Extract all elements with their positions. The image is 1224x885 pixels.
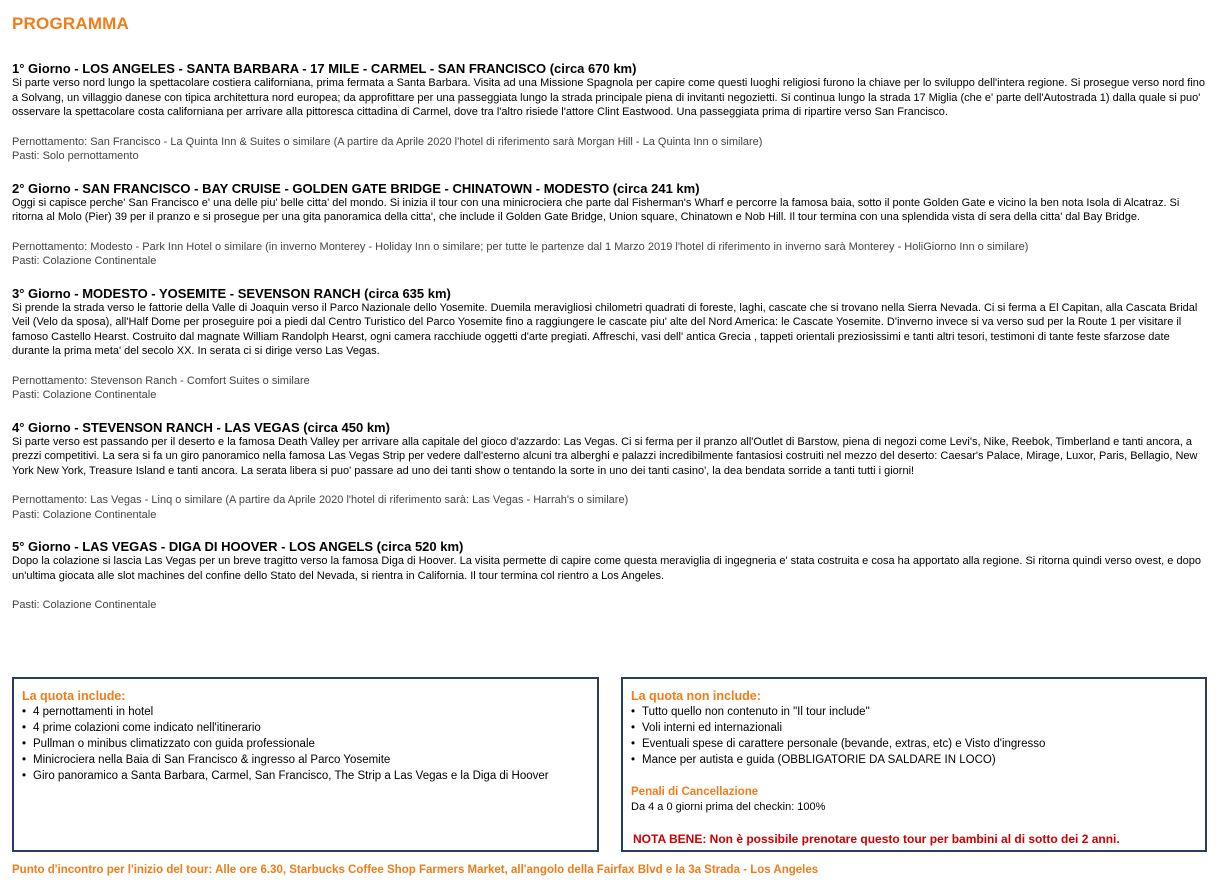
day-section [12,286,1210,403]
day-info [12,240,1210,269]
day-title: 2° Giorno - SAN FRANCISCO - BAY CRUISE - GOLDEN GATE BRIDGE - CHINATOWN - MODESTO (circa 241 km) [12,180,700,196]
meals-info: Pasti: Colazione Continentale [12,389,157,401]
list-item: • Mance per autista e guida (OBBLIGATORIE DA SALDARE IN LOCO) [631,752,1197,768]
included-list [22,704,589,784]
day-section [12,181,1210,269]
nota-bene: NOTA BENE: Non è possibile prenotare questo tour per bambini al di sotto dei 2 anni. [633,832,1120,846]
list-item: • 4 pernottamenti in hotel [22,704,589,720]
list-item: • Voli interni ed internazionali [631,720,1197,736]
not-included-box [621,677,1207,852]
list-item: • Tutto quello non contenuto in "Il tour include" [631,704,1197,720]
list-item: • Minicrociera nella Baia di San Francisco & ingresso al Parco Yosemite [22,752,589,768]
not-included-title: La quota non include: [631,689,761,703]
overnight-info: Pernottamento: Stevenson Ranch - Comfort Suites o similare [12,374,310,387]
overnight-info: Pernottamento: Modesto - Park Inn Hotel o similare (in inverno Monterey - Holiday Inn o similare; per tutte le partenze dal 1 Marzo 2019 l'hotel di riferimento in inverno sarà Monterey - HoliGiorno Inn o similare) [12,240,1029,253]
day-title: 5° Giorno - LAS VEGAS - DIGA DI HOOVER - LOS ANGELS (circa 520 km) [12,539,464,554]
day-description: Dopo la colazione si lascia Las Vegas per un breve tragitto verso la famosa Diga di Hoover. La visita permette di capire come questa meraviglia di ingegneria e' stata costruita e cosa ha apportato alla regione. Si ritorna quindi verso ovest, e dopo un'ultima giocata alle slot machines del confine dello Stato del Nevada, si rientra in California. Il tour termina col rientro a Los Angeles. [12,555,1201,582]
list-item: • 4 prime colazioni come indicato nell'itinerario [22,720,589,736]
day-info [12,493,1210,522]
day-section [12,539,1210,613]
overnight-info: Pernottamento: San Francisco - La Quinta Inn & Suites o similare (A partire da Aprile 2020 l'hotel di riferimento sarà Morgan Hill - La Quinta Inn o similare) [12,135,763,148]
overnight-info: Pernottamento: Las Vegas - Linq o similare (A partire da Aprile 2020 l'hotel di riferimento sarà: Las Vegas - Harrah's o similare) [12,494,629,506]
included-title: La quota include: [22,689,126,703]
day-description: Si parte verso est passando per il deserto e la famosa Death Valley per arrivare alla capitale del gioco d'azzardo: Las Vegas. Ci si ferma per il pranzo all'Outlet di Barstow, piena di negozi come Levi's, Nike, Reebok, Timberland e tanti ancora, a prezzi competitivi. La sera si fa un giro panoramico nella famosa Las Vegas Strip per vedere dall'esterno alcuni tra alberghi e palazzi incredibilmente fantasiosi costruiti nel mezzo del deserto: Caesar's Palace, Mirage, Luxor, Paris, Bellagio, New York New York, Treasure Island e tanti ancora. La serata libera si puo' passare ad uno dei tanti show o tentando la sorte in uno dei tanti casino', la dea bendata sorride a tanti tutti i giorni! [12,435,1198,477]
day-description: Oggi si capisce perche' San Francisco e' una delle piu' belle citta' del mondo. Si inizia il tour con una minicrociera che parte dal Fisherman's Wharf e percorre la famosa baia, sotto il ponte Golden Gate e vicino la ben nota Isola di Alcatraz. Si ritorna al Molo (Pier) 39 per il pranzo e si prosegue per una gita panoramica della citta', che include il Golden Gate Bridge, Union square, Chinatown e Nob Hill. Il tour termina con una splendida vista di sera della citta' dal Bay Bridge. [12,196,1180,223]
cancellation-title: Penali di Cancellazione [631,786,759,798]
list-item: • Giro panoramico a Santa Barbara, Carmel, San Francisco, The Strip a Las Vegas e la Diga di Hoover [22,768,589,784]
included-box [12,677,599,852]
itinerary [12,61,1210,630]
not-included-list [631,704,1197,768]
page-title: PROGRAMMA [12,14,130,33]
list-item: • Pullman o minibus climatizzato con guida professionale [22,736,589,752]
day-info [12,598,1210,613]
day-title: 4° Giorno - STEVENSON RANCH - LAS VEGAS (circa 450 km) [12,419,390,435]
meals-info: Pasti: Colazione Continentale [12,599,157,611]
day-info [12,374,1210,403]
day-title: 1° Giorno - LOS ANGELES - SANTA BARBARA - 17 MILE - CARMEL - SAN FRANCISCO (circa 670 km) [12,61,637,76]
day-description: Si parte verso nord lungo la spettacolare costiera californiana, prima fermata a Santa Barbara. Visita ad una Missione Spagnola per capire come questi luoghi religiosi furono la chiave per lo sviluppo dell'intera regione. Si prosegue verso nord fino a Solvang, un villaggio danese con tipica architettura nord europea; da approfittare per una passeggiata lungo la strada principale piena di invitanti negozietti. Si continua lungo la strada 17 Miglia (che e' parte dell'Autostrada 1) dalla quale si puo' osservare la spettacolare costa californiana per arrivare alla pittoresca cittadina di Carmel, dove tra l'altro risiede l'attore Clint Eastwood. Una passeggiata prima di ripartire verso San Francisco. [12,77,1206,118]
meals-info: Pasti: Colazione Continentale [12,508,157,521]
day-title: 3° Giorno - MODESTO - YOSEMITE - SEVENSON RANCH (circa 635 km) [12,285,451,301]
day-section [12,420,1210,523]
list-item: • Eventuali spese di carattere personale (bevande, extras, etc) e Visto d'ingresso [631,736,1197,752]
meeting-point: Punto d'incontro per l'inizio del tour: Alle ore 6.30, Starbucks Coffee Shop Farmers Market, all'angolo della Fairfax Blvd e la 3a Strada - Los Angeles [12,864,819,876]
meals-info: Pasti: Solo pernottamento [12,150,139,162]
day-description: Si prende la strada verso le fattorie della Valle di Joaquin verso il Parco Nazionale dello Yosemite. Duemila meravigliosi chilometri quadrati di foreste, laghi, cascate che si trovano nella Sierra Nevada. Ci si ferma a El Capitan, alla Cascata Bridal Veil (Velo da sposa), all'Half Dome per proseguire poi a piedi dal Centro Turistico del Parco Yosemite fino a raggiungere le cascate piu' alte del Nord America: le Cascate Yosemite. D'inverno invece si va verso sud per la Route 1 per visitare il famoso Castello Hearst. Costruito dal magnate William Randolph Hearst, ogni camera racchiude oggetti d'arte pregiati. Affreschi, vasi dell' antica Grecia , tappeti orientali preziosissimi e tanti altri tesori, testimoni di tante feste sfarzose date durante la prima meta' del secolo XX. In serata ci si dirige verso Las Vegas. [12,301,1198,357]
day-info [12,135,1210,164]
cancellation-text: Da 4 a 0 giorni prima del checkin: 100% [631,801,826,813]
meals-info: Pasti: Colazione Continentale [12,255,157,267]
day-section [12,61,1210,164]
